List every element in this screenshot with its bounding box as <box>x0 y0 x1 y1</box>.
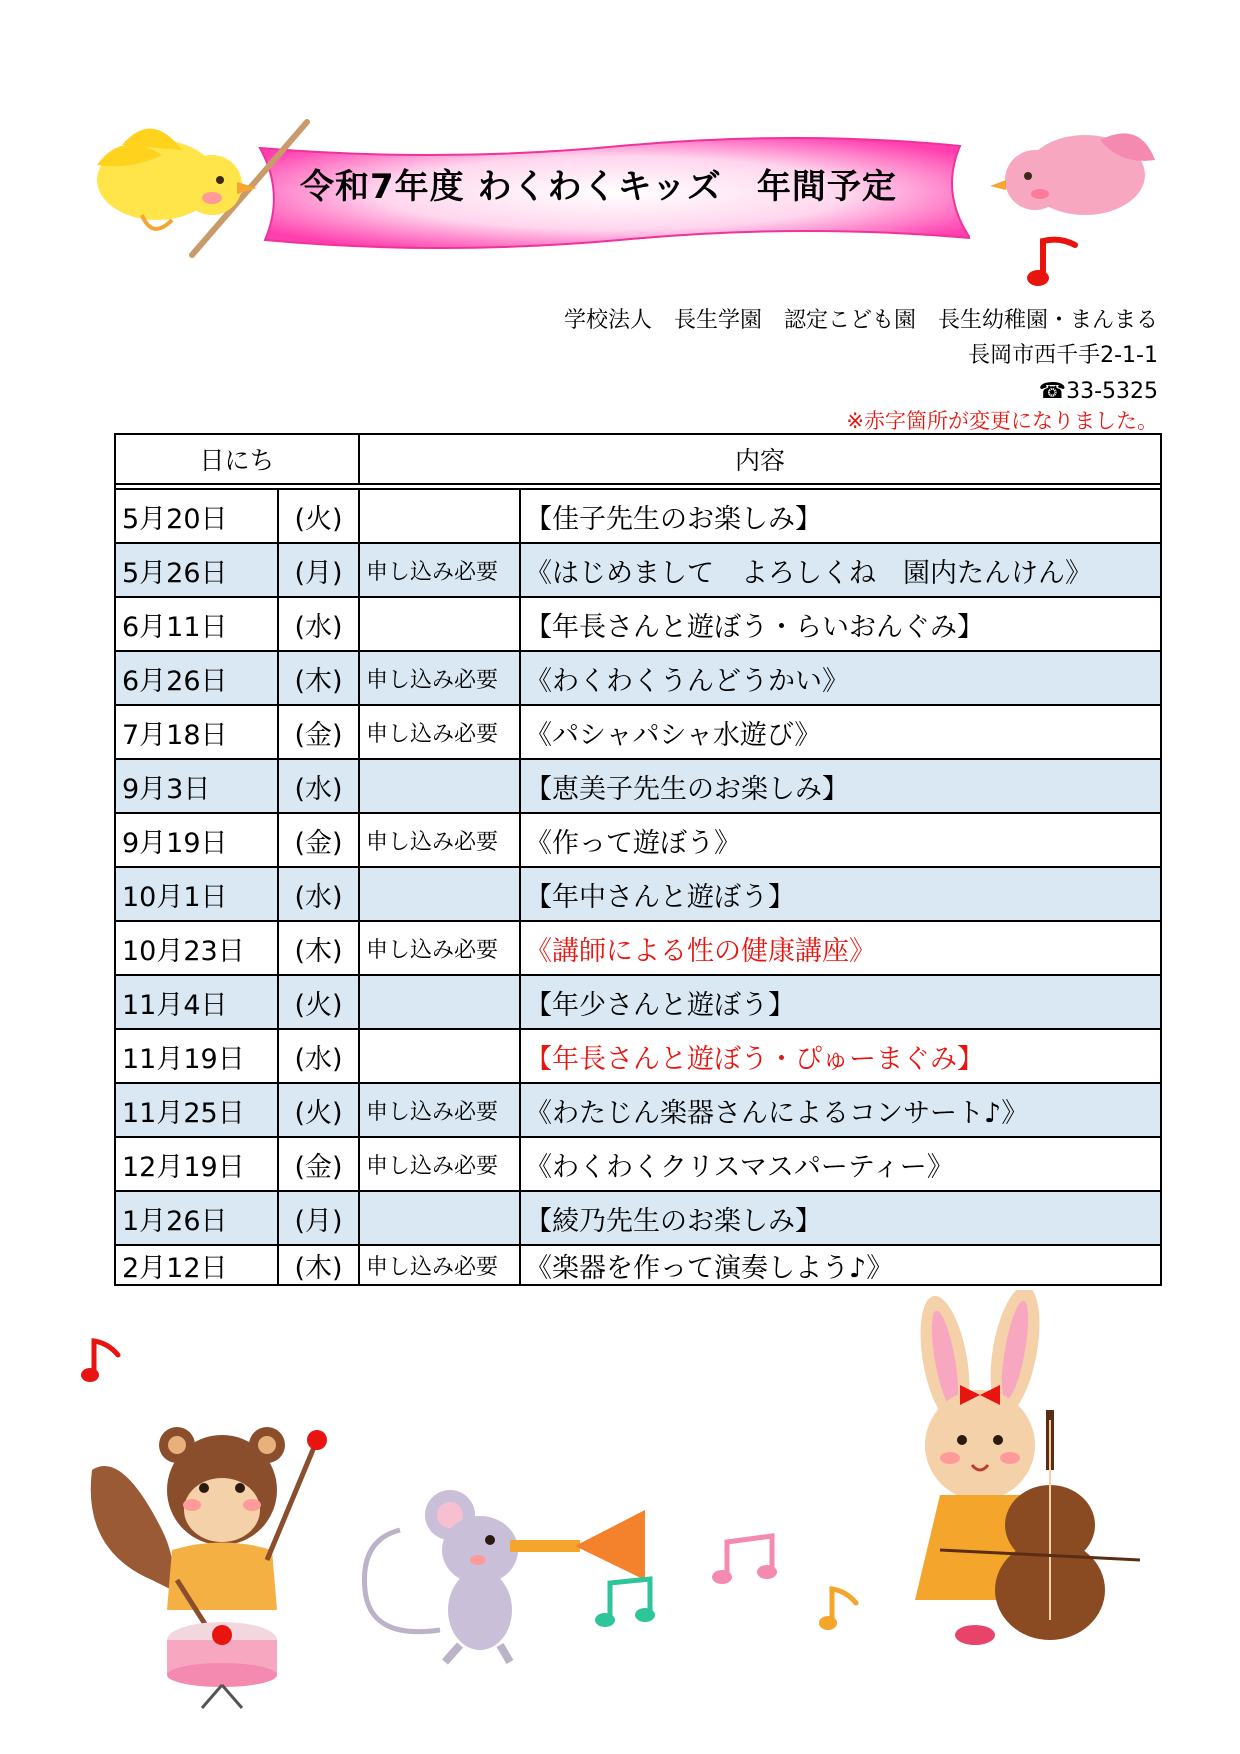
change-notice: ※赤字箇所が変更になりました。 <box>846 409 1158 433</box>
row-day: (火) <box>279 976 360 1028</box>
row-date: 9月19日 <box>116 814 279 866</box>
row-content: 《講師による性の健康講座》 <box>525 935 876 967</box>
row-day: (水) <box>279 1030 360 1082</box>
table-row <box>116 544 1160 598</box>
row-date: 12月19日 <box>116 1138 279 1190</box>
row-date: 11月4日 <box>116 976 279 1028</box>
header-content: 内容 <box>734 446 785 475</box>
table-body <box>116 490 1160 1284</box>
row-day: (月) <box>279 544 360 596</box>
row-day: (木) <box>279 1246 360 1284</box>
row-requirement: 申し込み必要 <box>360 652 521 704</box>
row-day: (水) <box>279 868 360 920</box>
row-date: 6月26日 <box>116 652 279 704</box>
school-address: 長岡市西千手2-1-1 <box>968 343 1158 368</box>
schedule-table <box>114 433 1162 1286</box>
mouse-trumpet-icon <box>360 1480 650 1665</box>
row-requirement: 申し込み必要 <box>360 814 521 866</box>
row-requirement: 申し込み必要 <box>360 544 521 596</box>
row-content: 【年長さんと遊ぼう・らいおんぐみ】 <box>525 611 984 643</box>
row-content: 《わくわくうんどうかい》 <box>525 665 849 697</box>
table-row <box>116 922 1160 976</box>
row-content: 《パシャパシャ水遊び》 <box>525 719 822 751</box>
row-date: 6月11日 <box>116 598 279 650</box>
table-row <box>116 490 1160 544</box>
row-date: 10月23日 <box>116 922 279 974</box>
row-requirement <box>360 760 521 812</box>
row-date: 11月19日 <box>116 1030 279 1082</box>
row-date: 10月1日 <box>116 868 279 920</box>
music-note-icon <box>595 1575 660 1630</box>
table-row <box>116 1138 1160 1192</box>
table-row <box>116 706 1160 760</box>
row-date: 11月25日 <box>116 1084 279 1136</box>
table-header <box>116 435 1160 485</box>
row-requirement <box>360 1192 521 1244</box>
row-requirement <box>360 1030 521 1082</box>
row-date: 5月26日 <box>116 544 279 596</box>
row-content: 【恵美子先生のお楽しみ】 <box>525 773 849 805</box>
table-row <box>116 1192 1160 1246</box>
row-date: 2月12日 <box>116 1246 279 1284</box>
row-requirement <box>360 976 521 1028</box>
table-row <box>116 1246 1160 1284</box>
row-day: (金) <box>279 706 360 758</box>
row-day: (水) <box>279 760 360 812</box>
table-row <box>116 1030 1160 1084</box>
row-date: 9月3日 <box>116 760 279 812</box>
music-note-icon <box>712 1532 782 1587</box>
row-content: 【佳子先生のお楽しみ】 <box>525 503 822 535</box>
row-content: 《作って遊ぼう》 <box>525 827 741 859</box>
row-day: (火) <box>279 1084 360 1136</box>
bunny-cello-icon <box>900 1290 1160 1650</box>
table-row <box>116 598 1160 652</box>
bird-yellow-icon <box>82 110 312 265</box>
table-row <box>116 814 1160 868</box>
row-day: (火) <box>279 490 360 542</box>
row-requirement: 申し込み必要 <box>360 922 521 974</box>
row-requirement: 申し込み必要 <box>360 1138 521 1190</box>
table-row <box>116 760 1160 814</box>
row-date: 7月18日 <box>116 706 279 758</box>
row-requirement <box>360 598 521 650</box>
row-content: 【年少さんと遊ぼう】 <box>525 989 795 1021</box>
header-date: 日にち <box>116 435 360 483</box>
table-row <box>116 652 1160 706</box>
music-note-icon <box>818 1583 863 1633</box>
row-day: (月) <box>279 1192 360 1244</box>
page-title: 令和7年度 わくわくキッズ 年間予定 <box>300 167 897 207</box>
row-requirement <box>360 868 521 920</box>
school-name: 学校法人 長生学園 認定こども園 長生幼稚園・まんまる <box>563 308 1158 333</box>
row-date: 5月20日 <box>116 490 279 542</box>
squirrel-drummer-icon <box>82 1410 332 1710</box>
music-note-icon <box>1025 233 1085 288</box>
row-day: (金) <box>279 814 360 866</box>
row-requirement <box>360 490 521 542</box>
row-content: 【年長さんと遊ぼう・ぴゅーまぐみ】 <box>525 1043 984 1075</box>
row-day: (水) <box>279 598 360 650</box>
table-row <box>116 976 1160 1030</box>
table-row <box>116 1084 1160 1138</box>
row-day: (木) <box>279 652 360 704</box>
row-content: 《はじめまして よろしくね 園内たんけん》 <box>525 557 1092 589</box>
row-requirement: 申し込み必要 <box>360 1084 521 1136</box>
row-requirement: 申し込み必要 <box>360 1246 521 1284</box>
row-content: 《わたじん楽器さんによるコンサート♪》 <box>525 1097 1029 1129</box>
row-date: 1月26日 <box>116 1192 279 1244</box>
row-day: (金) <box>279 1138 360 1190</box>
school-phone: ☎33-5325 <box>1038 379 1158 404</box>
row-content: 【綾乃先生のお楽しみ】 <box>525 1205 822 1237</box>
row-content: 【年中さんと遊ぼう】 <box>525 881 795 913</box>
row-content: 《楽器を作って演奏しよう♪》 <box>525 1252 894 1284</box>
row-requirement: 申し込み必要 <box>360 706 521 758</box>
row-day: (木) <box>279 922 360 974</box>
row-content: 《わくわくクリスマスパーティー》 <box>525 1151 954 1183</box>
music-note-icon <box>80 1335 125 1385</box>
table-row <box>116 868 1160 922</box>
bird-pink-icon <box>990 120 1160 235</box>
